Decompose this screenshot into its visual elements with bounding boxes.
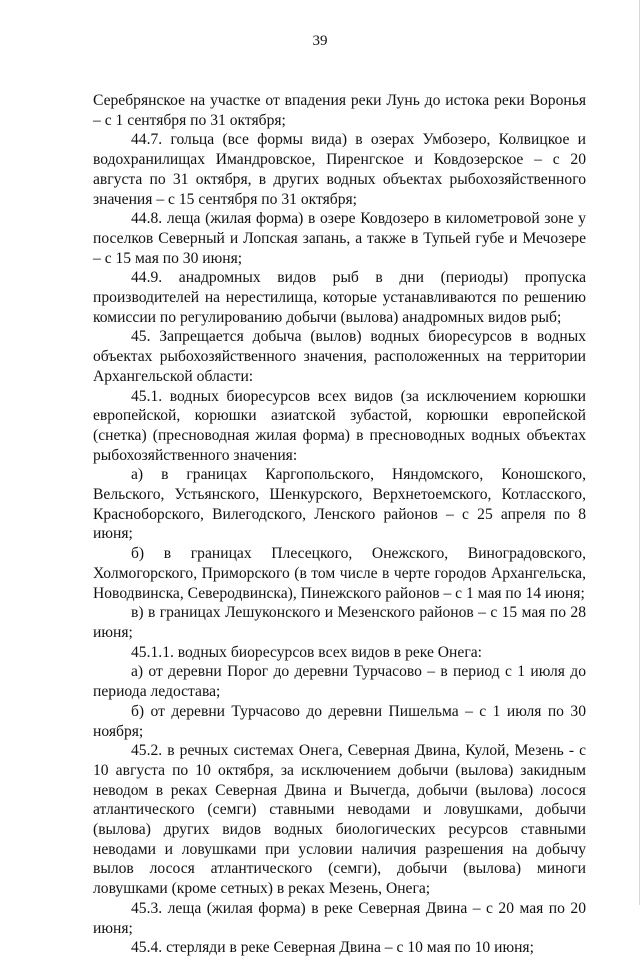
paragraph-10: 45.1.1. водных биоресурсов всех видов в реке Онега: bbox=[131, 643, 482, 661]
paragraph-3: 44.8. леща (жилая форма) в озере Ковдозеро в километровой зоне у поселков Северный и Лопская запань, а также в Тупьей губе и Мечозере – с 15 мая по 30 июня; bbox=[93, 210, 586, 267]
paragraph-9: в) в границах Лешуконского и Мезенского районов – с 15 мая по 28 июня; bbox=[93, 604, 586, 641]
paragraph-4: 44.9. анадромных видов рыб в дни (периоды) пропуска производителей на нерестилища, которые устанавливаются по решению комиссии по регулированию добычи (вылова) анадромных видов рыб; bbox=[93, 269, 586, 326]
paragraph-14: 45.3. леща (жилая форма) в реке Северная Двина – с 20 мая по 20 июня; bbox=[93, 899, 586, 937]
paragraph-5: 45. Запрещается добыча (вылов) водных биоресурсов в водных объектах рыбохозяйственного значения, расположенных на территории Архангельской области: bbox=[93, 328, 586, 385]
paragraph-6: 45.1. водных биоресурсов всех видов (за исключением корюшки европейской, корюшки азиатской зубастой, корюшки европейской (снетка) (пресноводная жилая форма) в пресноводных водных объектах рыбохозяйственного значения: bbox=[93, 387, 586, 464]
paragraph-15: 45.4. стерляди в реке Северная Двина – с 10 мая по 10 июня; bbox=[131, 939, 534, 957]
paragraph-13: 45.2. в речных системах Онега, Северная Двина, Кулой, Мезень - с 10 августа по 10 октября, за исключением добычи (вылова) закидным неводом в реках Северная Двина и Вычегда, добычи (вылова) лосося атлантического (семги) ставными неводами и ловушками, добычи (вылова) других видов водных биологических ресурсов ставными неводами и ловушками при условии наличия разрешения на добычу вылов лосося атлантического (семги), добычи (вылова) миноги ловушками (кроме сетных) в реках Мезень, Онега; bbox=[93, 742, 586, 898]
document-body bbox=[93, 91, 586, 958]
paragraph-11: а) от деревни Порог до деревни Турчасово – в период с 1 июля до периода ледостава; bbox=[93, 663, 586, 701]
paragraph-8: б) в границах Плесецкого, Онежского, Виноградовского, Холмогорского, Приморского (в том числе в черте городов Архангельска, Новодвинска, Северодвинска), Пинежского районов – с 1 мая по 14 июня; bbox=[93, 545, 586, 602]
paragraph-2: 44.7. гольца (все формы вида) в озерах Умбозеро, Колвицкое и водохранилищах Имандровское, Пиренгское и Ковдозерское – с 20 августа по 31 октября, в других водных объектах рыбохозяйственного значения – с 15 сентября по 31 октября; bbox=[93, 131, 586, 208]
paragraph-7: а) в границах Каргопольского, Няндомского, Коношского, Вельского, Устьянского, Шенкурского, Верхнетоемского, Котласского, Красноборского, Вилегодского, Ленского районов – с 25 апреля по 8 июня; bbox=[93, 466, 586, 543]
page-number: 39 bbox=[312, 33, 328, 49]
paragraph-12: б) от деревни Турчасово до деревни Пишельма – с 1 июля по 30 ноября; bbox=[93, 702, 586, 740]
paragraph-1: Серебрянское на участке от впадения реки Лунь до истока реки Воронья – с 1 сентября по 31 октября; bbox=[93, 92, 586, 129]
